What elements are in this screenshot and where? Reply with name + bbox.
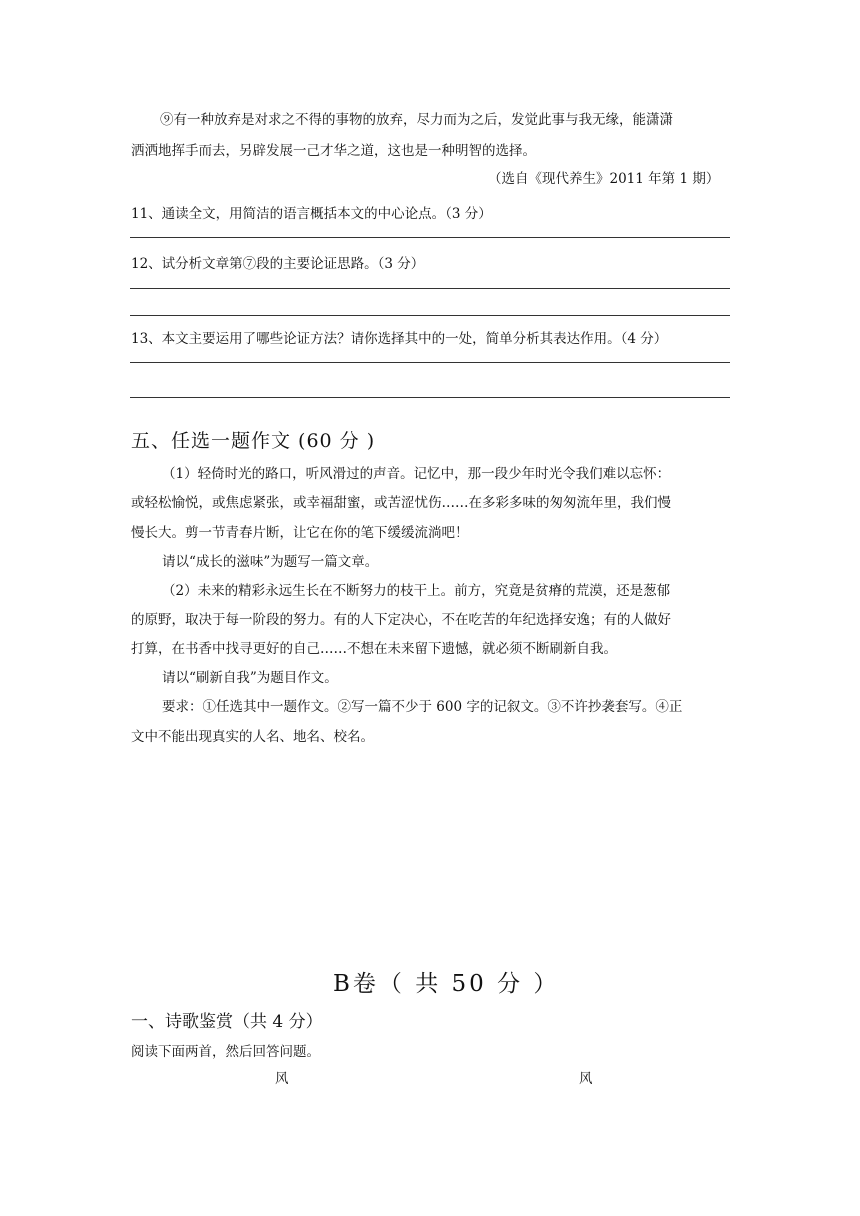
poem1-title: 风 xyxy=(275,1071,289,1087)
composition-line: 或轻松愉悦，或焦虑紧张，或幸福甜蜜，或苦涩忧伤……在多彩多味的匆匆流年里，我们慢 xyxy=(131,495,671,511)
composition-line: 打算，在书香中找寻更好的自己……不想在未来留下遗憾，就必须不断刷新自我。 xyxy=(131,641,617,657)
answer-line-q12-2[interactable] xyxy=(130,315,730,316)
composition-requirements-line1: 要求：①任选其中一题作文。②写一篇不少于 600 字的记叙文。③不许抄袭套写。④正 xyxy=(162,699,683,715)
answer-line-q13-1[interactable] xyxy=(130,362,730,363)
answer-line-q12-1[interactable] xyxy=(130,288,730,289)
composition-line: 的原野，取决于每一阶段的努力。有的人下定决心，不在吃苦的年纪选择安逸；有的人做好 xyxy=(131,612,671,628)
question-13: 13、本文主要运用了哪些论证方法？请你选择其中的一处，简单分析其表达作用。（4 分） xyxy=(131,331,668,347)
question-11: 11、通读全文，用简洁的语言概括本文的中心论点。（3 分） xyxy=(131,206,492,222)
passage-source: （选自《现代养生》2011 年第 1 期） xyxy=(488,171,720,187)
part-b-title: B卷（ 共 50 分 ） xyxy=(333,971,560,997)
answer-line-q13-2[interactable] xyxy=(130,397,730,398)
composition-line: （2）未来的精彩永远生长在不断努力的枝干上。前方，究竟是贫瘠的荒漠，还是葱郁 xyxy=(162,583,671,599)
passage-para9-line2: 洒洒地挥手而去，另辟发展一己才华之道，这也是一种明智的选择。 xyxy=(131,143,536,159)
poetry-section-title: 一、诗歌鉴赏（共 4 分） xyxy=(131,1012,323,1032)
poetry-instruction: 阅读下面两首，然后回答问题。 xyxy=(131,1044,320,1060)
question-12: 12、试分析文章第⑦段的主要论证思路。（3 分） xyxy=(131,256,425,272)
passage-para9-line1: ⑨有一种放弃是对求之不得的事物的放弃，尽力而为之后，发觉此事与我无缘，能潇潇 xyxy=(160,112,673,128)
answer-line-q11[interactable] xyxy=(130,237,730,238)
composition-line: 慢长大。剪一节青春片断，让它在你的笔下缓缓流淌吧！ xyxy=(131,525,469,541)
composition-line: （1）轻倚时光的路口，听风滑过的声音。记忆中，那一段少年时光令我们难以忘怀： xyxy=(162,466,671,482)
composition-line: 请以“刷新自我”为题目作文。 xyxy=(162,670,338,686)
composition-requirements-line2: 文中不能出现真实的人名、地名、校名。 xyxy=(131,729,374,745)
poem2-title: 风 xyxy=(579,1071,593,1087)
composition-line: 请以“成长的滋味”为题写一篇文章。 xyxy=(162,554,379,570)
composition-title: 五、任选一题作文 (60 分 ) xyxy=(131,430,376,452)
